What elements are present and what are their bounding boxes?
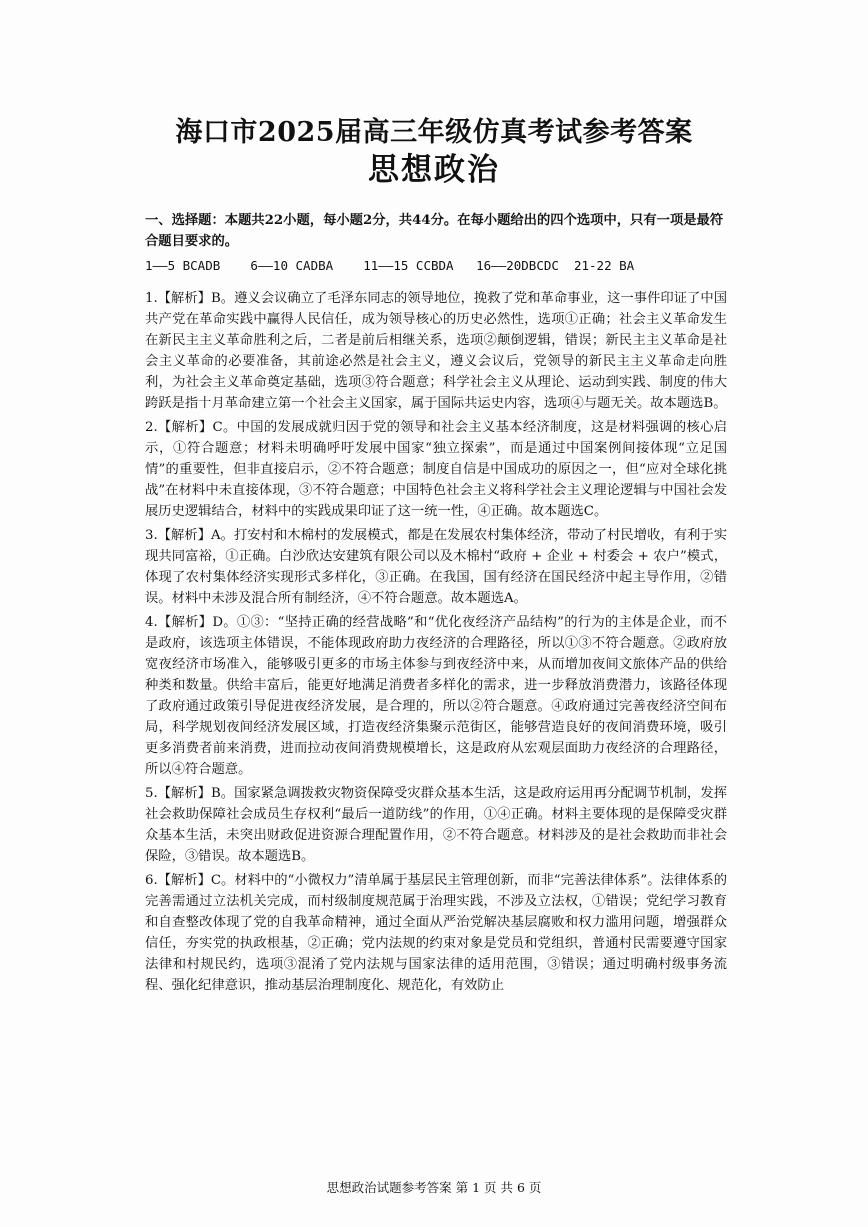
question-explanation-1: 1.【解析】B。遵义会议确立了毛泽东同志的领导地位，挽救了党和革命事业，这一事件印证了中国共产党在革命实践中赢得人民信任，成为领导核心的历史必然性，选项①正确；社会主义革命发生在新民主主义革命胜利之后，二者是前后相继关系，选项②颠倒逻辑，错误；新民主主义革命是社会主义革命的必要准备，其前途必然是社会主义，遵义会议后，党领导的新民主主义革命走向胜利，为社会主义革命奠定基础，选项③符合题意；科学社会主义从理论、运动到实践、制度的伟大跨跃是指十月革命建立第一个社会主义国家，属于国际共运史内容，选项④与题无关。故本题选B。 (145, 291, 727, 411)
section-heading: 一、选择题：本题共22小题，每小题2分，共44分。在每小题给出的四个选项中，只有一项是最符合题目要求的。 (145, 213, 724, 249)
subject-title: 思想政治 (368, 152, 500, 188)
page-footer: 思想政治试题参考答案 第 1 页 共 6 页 (326, 1180, 542, 1195)
question-explanation-2: 2.【解析】C。中国的发展成就归因于党的领导和社会主义基本经济制度，这是材料强调的核心启示，①符合题意；材料未明确呼吁发展中国家“独立探索”，而是通过中国案例间接体现“立足国情”的重要性，但非直接启示，②不符合题意；制度自信是中国成功的原因之一，但“应对全球化挑战”在材料中未直接体现，③不符合题意；中国特色社会主义将科学社会主义理论逻辑与中国社会发展历史逻辑结合，材料中的实践成果印证了这一统一性，④正确。故本题选C。 (145, 420, 727, 519)
answer-key-line: 1——5 BCADB 6——10 CADBA 11——15 CCBDA 16——20DBCDC 21-22 BA (145, 258, 635, 273)
question-explanation-3: 3.【解析】A。打安村和木棉村的发展模式，都是在发展农村集体经济，带动了村民增收，有利于实现共同富裕，①正确。白沙欣达安建筑有限公司以及木棉村“政府 + 企业 + 村委会 + 农户”模式，体现了农村集体经济实现形式多样化，③正确。在我国，国有经济在国民经济中起主导作用，②错误。材料中未涉及混合所有制经济，④不符合题意。故本题选A。 (145, 528, 727, 606)
document-title: 海口市2025届高三年级仿真考试参考答案 (175, 117, 693, 148)
question-explanation-5: 5.【解析】B。国家紧急调拨救灾物资保障受灾群众基本生活，这是政府运用再分配调节机制，发挥社会救助保障社会成员生存权利“最后一道防线”的作用，①④正确。材料主要体现的是保障受灾群众基本生活，未突出财政促进资源合理配置作用，②不符合题意。材料涉及的是社会救助而非社会保险，③错误。故本题选B。 (145, 786, 727, 864)
answer-content (145, 210, 727, 999)
question-explanation-6: 6.【解析】C。材料中的“小微权力”清单属于基层民主管理创新，而非“完善法律体系”。法律体系的完善需通过立法机关完成，而村级制度规范属于治理实践，不涉及立法权，①错误；党纪学习教育和自查整改体现了党的自我革命精神，通过全面从严治党解决基层腐败和权力滥用问题，增强群众信任，夯实党的执政根基，②正确；党内法规的约束对象是党员和党组织，普通村民需要遵守国家法律和村规民约，选项③混淆了党内法规与国家法律的适用范围，③错误；通过明确村级事务流程、强化纪律意识，推动基层治理制度化、规范化，有效防止 (145, 873, 727, 993)
question-explanation-4: 4.【解析】D。①③：“坚持正确的经营战略”和“优化夜经济产品结构”的行为的主体是企业，而不是政府，该选项主体错误，不能体现政府助力夜经济的合理路径，所以①③不符合题意。②政府放宽夜经济市场准入，能够吸引更多的市场主体参与到夜经济中来，从而增加夜间文旅体产品的供给种类和数量。供给丰富后，能更好地满足消费者多样化的需求，进一步释放消费潜力，该路径体现了政府通过政策引导促进夜经济发展，是合理的，所以②符合题意。④政府通过完善夜经济空间布局，科学规划夜间经济发展区域，打造夜经济集聚示范街区，能够营造良好的夜间消费环境，吸引更多消费者前来消费，进而拉动夜间消费规模增长，这是政府从宏观层面助力夜经济的合理路径，所以④符合题意。 (145, 615, 727, 777)
